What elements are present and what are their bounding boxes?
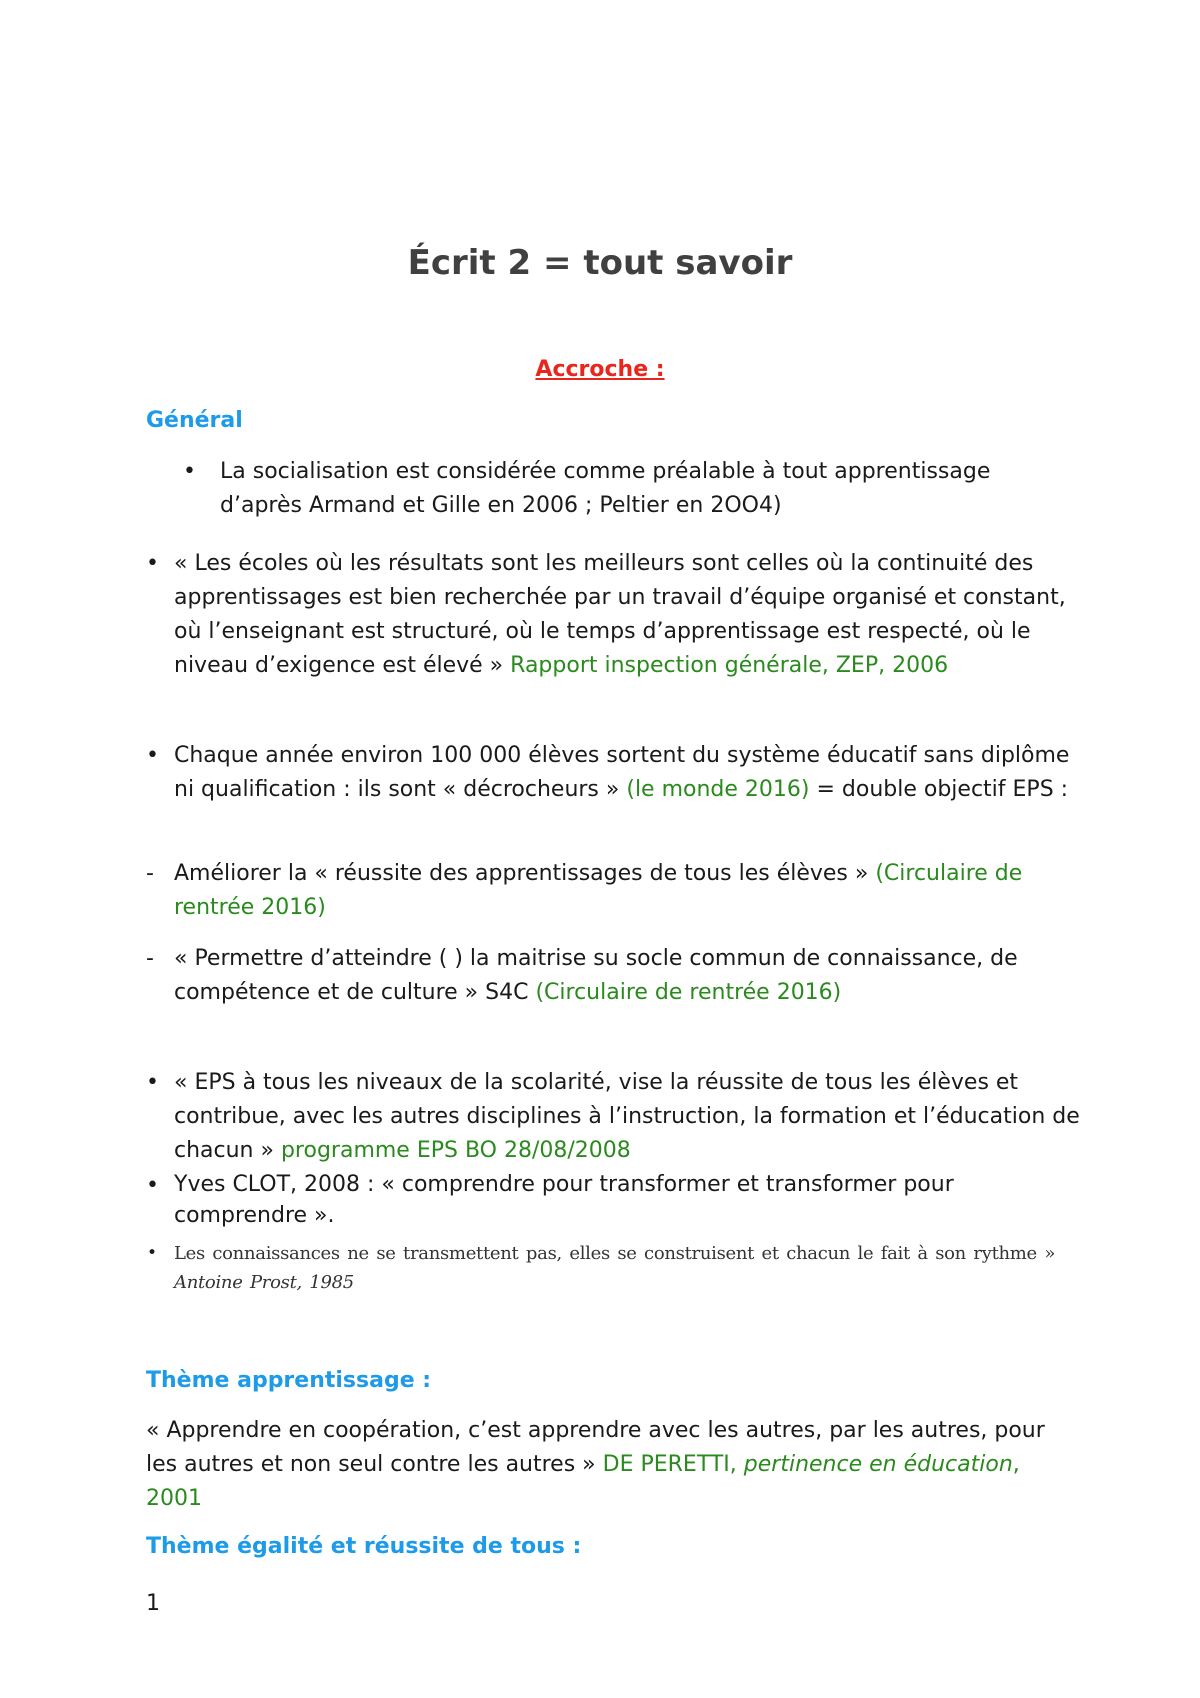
reussite-source: (Circulaire de rentrée 2016) bbox=[174, 861, 1023, 920]
bullet-socialisation: La socialisation est considérée comme préalable à tout apprentissage d’après Armand et Gille en 2006 ; Peltier en 2OO4) bbox=[220, 459, 991, 518]
peretti-work: pertinence en éducation bbox=[743, 1452, 1013, 1477]
general-heading: Général bbox=[146, 408, 243, 433]
theme-apprentissage-heading: Thème apprentissage : bbox=[146, 1368, 432, 1393]
bullet-icon: • bbox=[146, 1173, 159, 1198]
peretti-author: DE PERETTI, bbox=[602, 1452, 737, 1477]
bullet-icon: • bbox=[146, 1070, 159, 1095]
bullet-icon: • bbox=[146, 551, 159, 576]
dash-icon: - bbox=[146, 946, 154, 971]
dash-socle-commun bbox=[174, 942, 1074, 1010]
decrocheurs-text: Chaque année environ 100 000 élèves sortent du système éducatif sans diplôme ni qualification : ils sont « décrocheurs » bbox=[174, 743, 1070, 802]
bullet-eps-niveaux bbox=[174, 1066, 1084, 1168]
decrocheurs-source: (le monde 2016) bbox=[626, 777, 810, 802]
peretti-quote: « Apprendre en coopération, c’est apprendre avec les autres, par les autres, pour les autres et non seul contre les autres » bbox=[146, 1418, 1045, 1477]
quote-source: Rapport inspection générale, ZEP, 2006 bbox=[510, 653, 949, 678]
bullet-ecoles-quote bbox=[174, 547, 1094, 683]
prost-text: Les connaissances ne se transmettent pas, elles se construisent et chacun le fait à son rythme » bbox=[174, 1243, 1056, 1264]
eps-source: programme EPS BO 28/08/2008 bbox=[280, 1138, 631, 1163]
bullet-icon: • bbox=[147, 1243, 158, 1263]
eps-text: « EPS à tous les niveaux de la scolarité, vise la réussite de tous les élèves et contribue, avec les autres disciplines à l’instruction, la formation et l’éducation de chacun » bbox=[174, 1070, 1080, 1163]
dash-reussite bbox=[174, 857, 1074, 925]
apprentissage-quote bbox=[146, 1414, 1066, 1516]
quote-text: « Les écoles où les résultats sont les meilleurs sont celles où la continuité des apprentissages est bien recherchée par un travail d’équipe organisé et constant, où l’enseignant est structuré, où le temps d’apprentissage est respecté, où le niveau d’exigence est élevé » bbox=[174, 551, 1066, 678]
accroche-heading: Accroche : bbox=[535, 357, 665, 382]
peretti-year: , 2001 bbox=[146, 1452, 1020, 1511]
socle-source: (Circulaire de rentrée 2016) bbox=[535, 980, 842, 1005]
dash-icon: - bbox=[146, 861, 154, 886]
page-number: 1 bbox=[146, 1591, 160, 1616]
socle-text: « Permettre d’atteindre ( ) la maitrise su socle commun de connaissance, de compétence et de culture » S4C bbox=[174, 946, 1018, 1005]
bullet-decrocheurs bbox=[174, 739, 1090, 807]
bullet-clot: Yves CLOT, 2008 : « comprendre pour transformer et transformer pour comprendre ». bbox=[174, 1172, 954, 1228]
reussite-text: Améliorer la « réussite des apprentissages de tous les élèves » bbox=[174, 861, 869, 886]
bullet-icon: • bbox=[183, 459, 196, 484]
bullet-prost bbox=[174, 1239, 1064, 1297]
decrocheurs-tail: = double objectif EPS : bbox=[816, 777, 1069, 802]
theme-egalite-heading: Thème égalité et réussite de tous : bbox=[146, 1534, 582, 1559]
bullet-icon: • bbox=[146, 743, 159, 768]
prost-source: Antoine Prost, 1985 bbox=[174, 1272, 354, 1293]
page-title: Écrit 2 = tout savoir bbox=[407, 243, 793, 283]
